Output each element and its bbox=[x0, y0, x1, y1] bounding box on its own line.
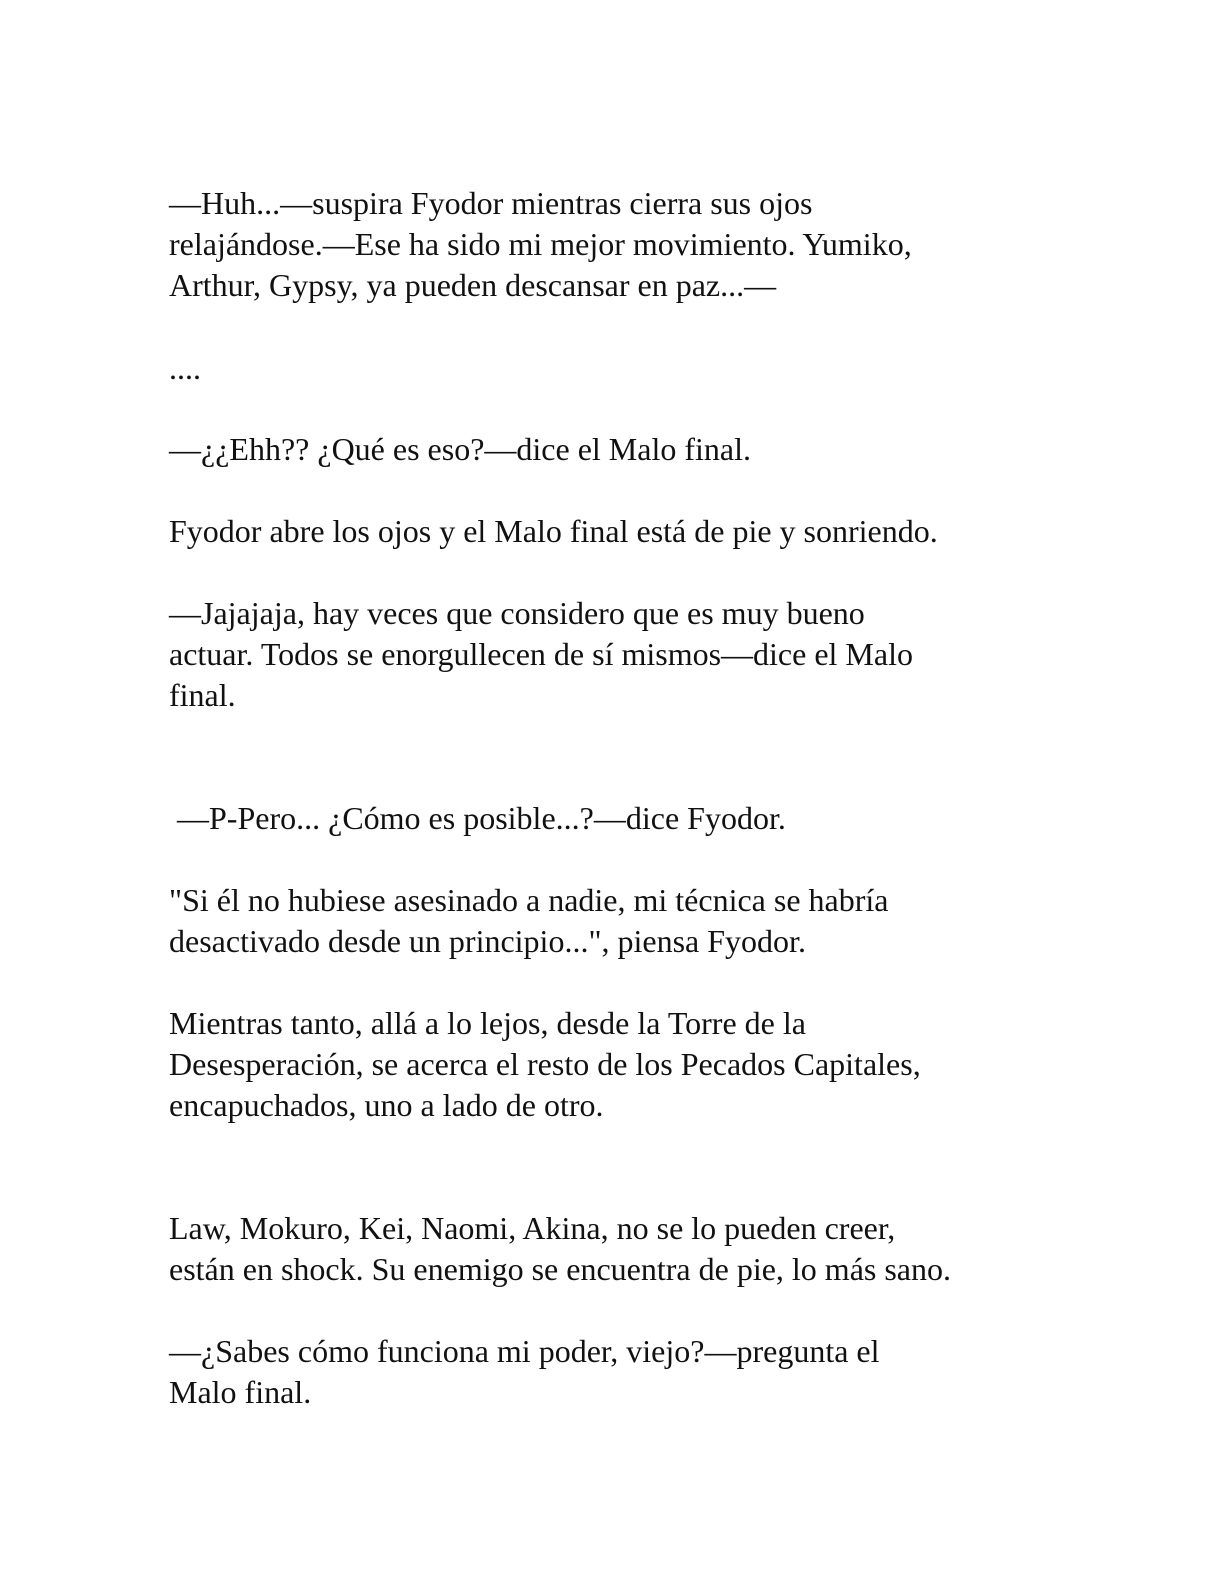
text-line: relajándose.—Ese ha sido mi mejor movimiento. Yumiko, bbox=[169, 226, 912, 262]
text-line: —P-Pero... ¿Cómo es posible...?—dice Fyodor. bbox=[169, 800, 786, 836]
text-line: "Si él no hubiese asesinado a nadie, mi técnica se habría bbox=[169, 882, 889, 918]
text-line: Malo final. bbox=[169, 1374, 312, 1410]
text-line: están en shock. Su enemigo se encuentra de pie, lo más sano. bbox=[169, 1251, 951, 1287]
text-line: .... bbox=[169, 350, 201, 386]
text-line: Law, Mokuro, Kei, Naomi, Akina, no se lo pueden creer, bbox=[169, 1210, 896, 1246]
paragraph-sabes-como bbox=[169, 1331, 1059, 1413]
text-line: —Jajajaja, hay veces que considero que es muy bueno bbox=[169, 595, 865, 631]
paragraph-p-pero bbox=[169, 798, 1059, 839]
paragraph-fyodor-opens-eyes bbox=[169, 511, 1059, 552]
text-line: desactivado desde un principio...", piensa Fyodor. bbox=[169, 923, 806, 959]
paragraph-jajajaja bbox=[169, 593, 1059, 716]
text-line: Fyodor abre los ojos y el Malo final está de pie y sonriendo. bbox=[169, 513, 938, 549]
text-line: Mientras tanto, allá a lo lejos, desde la Torre de la bbox=[169, 1005, 806, 1041]
text-line: Arthur, Gypsy, ya pueden descansar en paz...— bbox=[169, 267, 777, 303]
text-line: —¿Sabes cómo funciona mi poder, viejo?—pregunta el bbox=[169, 1333, 880, 1369]
text-line: —¿¿Ehh?? ¿Qué es eso?—dice el Malo final. bbox=[169, 431, 751, 467]
text-line: Desesperación, se acerca el resto de los Pecados Capitales, bbox=[169, 1046, 921, 1082]
text-line: actuar. Todos se enorgullecen de sí mismos—dice el Malo bbox=[169, 636, 913, 672]
text-line: final. bbox=[169, 677, 236, 713]
text-line: encapuchados, uno a lado de otro. bbox=[169, 1087, 604, 1123]
paragraph-ehh bbox=[169, 429, 1059, 470]
paragraph-si-el-no-hubiese bbox=[169, 880, 1059, 962]
paragraph-fyodor-sigh bbox=[169, 183, 1059, 306]
paragraph-mientras-tanto bbox=[169, 1003, 1059, 1126]
paragraph-law-mokuro bbox=[169, 1208, 1059, 1290]
text-line: —Huh...—suspira Fyodor mientras cierra sus ojos bbox=[169, 185, 813, 221]
paragraph-ellipsis bbox=[169, 348, 1059, 389]
